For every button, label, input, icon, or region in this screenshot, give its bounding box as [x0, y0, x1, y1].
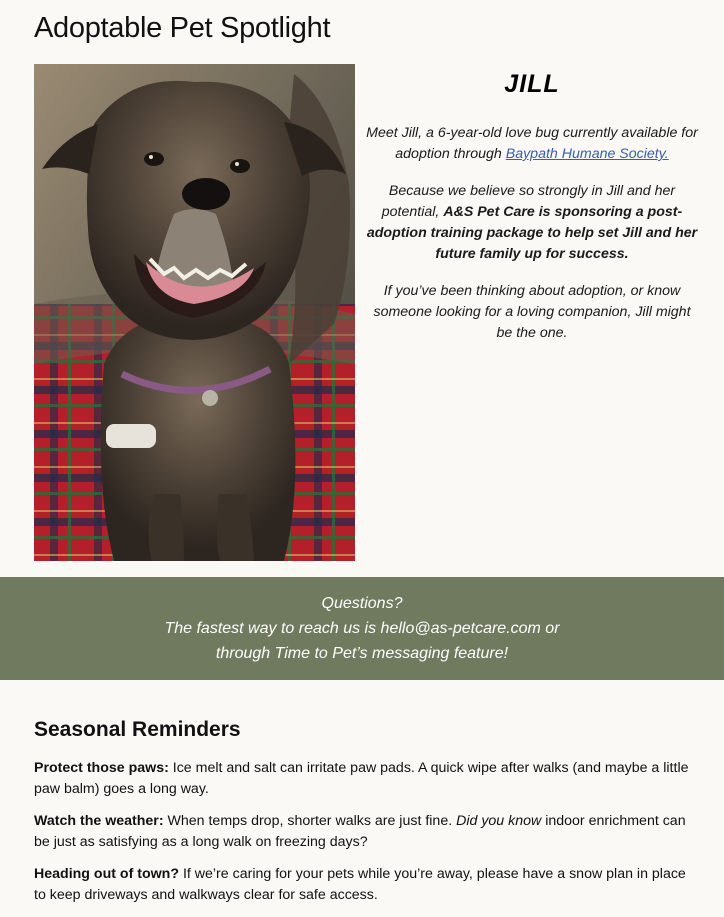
- closing-paragraph: If you’ve been thinking about adoption, or know someone looking for a loving companion, Jill might be the one.: [373, 283, 691, 341]
- pet-name: JILL: [504, 70, 560, 98]
- pet-photo: [34, 64, 355, 561]
- sponsor-text: Because we believe so strongly in Jill and her potential,: [381, 183, 676, 220]
- intro-paragraph: [364, 123, 700, 165]
- reminder-text: indoor enrichment can be just as satisfying as a long walk on freezing days?: [34, 813, 686, 850]
- contact-banner: [0, 577, 724, 680]
- reminder-label: Watch the weather:: [34, 813, 164, 829]
- sponsor-highlight: A&S Pet Care is sponsoring a post-adoption training package to help set Jill and her future family up for success.: [366, 204, 698, 262]
- section-title: Seasonal Reminders: [34, 718, 241, 741]
- pet-info: [364, 66, 700, 360]
- reminder-text: If we’re caring for your pets while you’re away, please have a snow plan in place to keep driveways and walkways clear for safe access.: [34, 866, 686, 903]
- reminder-label: Heading out of town?: [34, 866, 179, 882]
- seasonal-reminders: [34, 718, 694, 917]
- reminder-text: When temps drop, shorter walks are just fine.: [163, 813, 457, 829]
- reminder-italic: Did you know: [456, 813, 542, 829]
- reminder-text: Ice melt and salt can irritate paw pads. A quick wipe after walks (and maybe a little paw balm) goes a long way.: [34, 760, 689, 797]
- shelter-link[interactable]: Baypath Humane Society.: [505, 146, 669, 162]
- reminder-item: [34, 864, 694, 906]
- reminder-item: [34, 758, 694, 800]
- contact-line-email: The fastest way to reach us is hello@as-petcare.com or: [164, 620, 560, 637]
- contact-heading: Questions?: [321, 595, 403, 612]
- page-title: Adoptable Pet Spotlight: [34, 12, 331, 44]
- sponsor-paragraph: [364, 181, 700, 265]
- reminder-item: [34, 811, 694, 853]
- intro-text: Meet Jill, a 6-year-old love bug currently available for adoption through: [366, 125, 698, 162]
- reminder-label: Protect those paws:: [34, 760, 169, 776]
- contact-line-messaging: through Time to Pet’s messaging feature!: [215, 645, 509, 662]
